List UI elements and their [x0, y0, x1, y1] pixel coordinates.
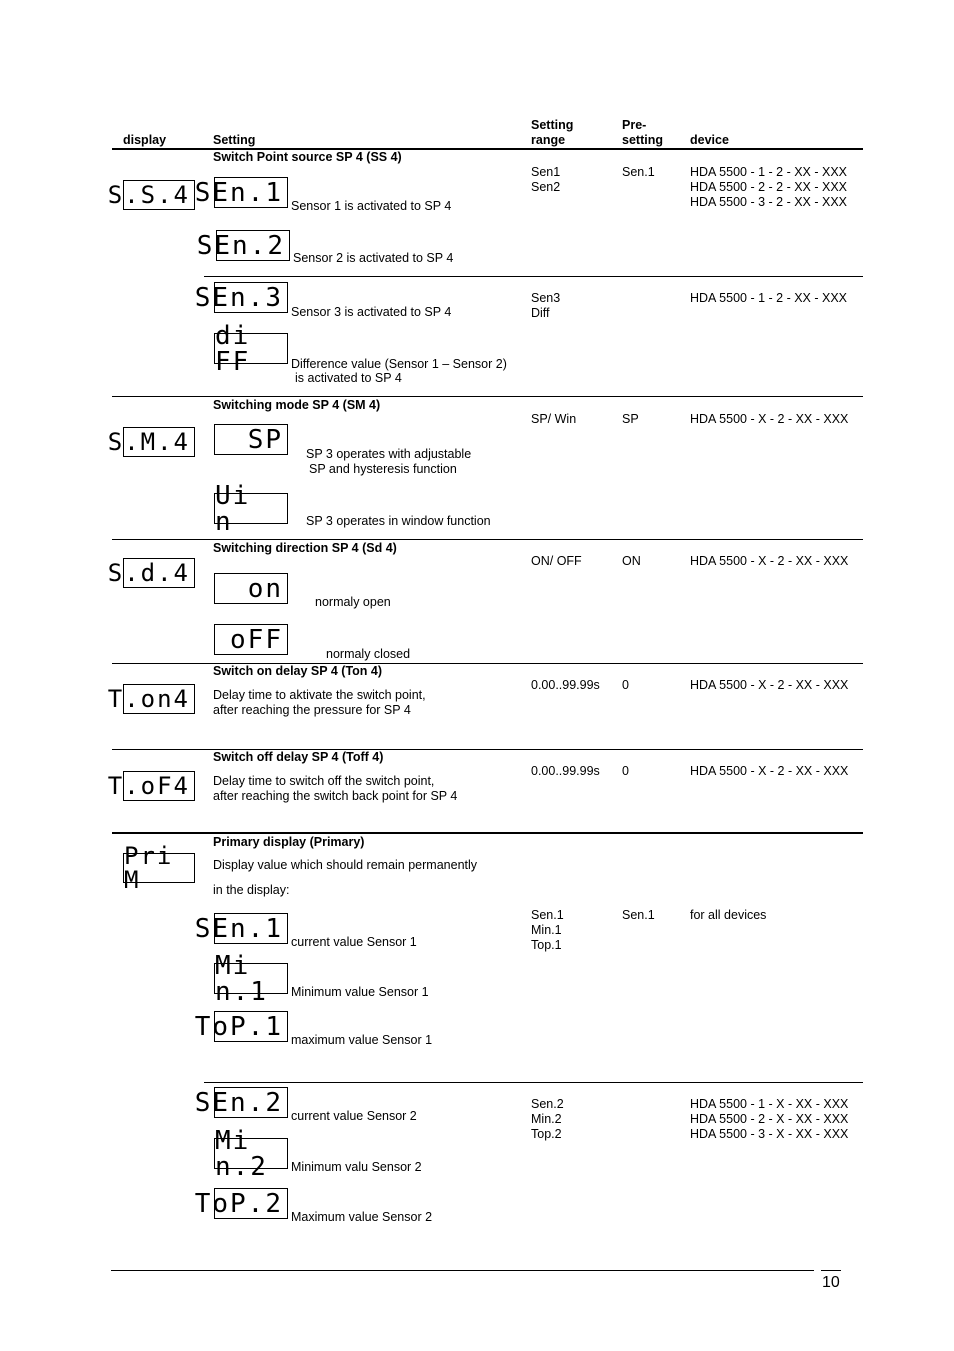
- ton4-display-code: T.on4: [123, 684, 195, 714]
- sm4-opt1-text1: SP 3 operates with adjustable: [306, 447, 472, 461]
- header-display: display: [123, 133, 167, 147]
- device-item: HDA 5500 - 1 - 2 - XX - XXX: [690, 165, 848, 179]
- primary-opt1-code: SEn.1: [214, 913, 288, 944]
- primary-opt2-text: Minimum value Sensor 1: [291, 985, 429, 999]
- device-item: HDA 5500 - 3 - X - XX - XXX: [690, 1127, 849, 1141]
- toff4-display-code: T.oF4: [123, 771, 195, 801]
- sd4-opt1-text: normaly open: [315, 595, 391, 609]
- sm4-opt1-text2: SP and hysteresis function: [309, 462, 457, 476]
- sd4-opt1-code: on: [214, 573, 288, 604]
- primary-range1-item: Top.1: [531, 938, 562, 952]
- section-rule: [112, 832, 863, 834]
- sd4-display-code: S.d.4: [123, 558, 195, 588]
- primary-opt4-text: current value Sensor 2: [291, 1109, 417, 1123]
- ton4-device: HDA 5500 - X - 2 - XX - XXX: [690, 678, 849, 692]
- ss4-subrule: [204, 276, 863, 277]
- sm4-preset: SP: [622, 412, 639, 426]
- footer-page-rule: [821, 1270, 841, 1271]
- header-range: Setting range: [531, 118, 574, 147]
- sm4-title: Switching mode SP 4 (SM 4): [213, 398, 381, 412]
- section-rule: [112, 396, 863, 397]
- ss4-opt4-text1: Difference value (Sensor 1 – Sensor 2): [291, 357, 507, 371]
- primary-range2: [531, 1097, 564, 1142]
- primary-opt3-code: ToP.1: [214, 1011, 288, 1042]
- primary-subrule: [204, 1082, 863, 1083]
- primary-opt5-code: Mi n.2: [214, 1138, 288, 1169]
- primary-device1: for all devices: [690, 908, 767, 922]
- primary-title: Primary display (Primary): [213, 835, 365, 849]
- sd4-preset: ON: [622, 554, 641, 568]
- ss4-opt4-code: di FF: [214, 333, 288, 364]
- ss4-range1: [531, 165, 560, 195]
- sd4-title: Switching direction SP 4 (Sd 4): [213, 541, 397, 555]
- device-item: HDA 5500 - 3 - 2 - XX - XXX: [690, 195, 848, 209]
- ss4-opt2-text: Sensor 2 is activated to SP 4: [293, 251, 454, 265]
- device-item: HDA 5500 - 2 - X - XX - XXX: [690, 1112, 849, 1126]
- sd4-opt2-text: normaly closed: [326, 647, 411, 661]
- header-device: device: [690, 133, 729, 147]
- primary-preset: Sen.1: [622, 908, 655, 922]
- primary-range2-item: Top.2: [531, 1127, 562, 1141]
- footer-rule: [111, 1270, 814, 1271]
- primary-devices2: [690, 1097, 848, 1142]
- sm4-display-code: S.M.4: [123, 427, 195, 457]
- ss4-opt4-text2: is activated to SP 4: [295, 371, 402, 385]
- ton4-range: 0.00..99.99s: [531, 678, 600, 692]
- sm4-range: SP/ Win: [531, 412, 577, 426]
- toff4-range: 0.00..99.99s: [531, 764, 600, 778]
- primary-opt1-text: current value Sensor 1: [291, 935, 417, 949]
- sm4-opt1-code: SP: [214, 424, 288, 455]
- ss4-devices2: HDA 5500 - 1 - 2 - XX - XXX: [690, 291, 848, 305]
- ton4-preset: 0: [622, 678, 629, 692]
- ss4-devices1: [690, 165, 847, 210]
- primary-text1: Display value which should remain permanently: [213, 858, 478, 872]
- primary-range1-item: Sen.1: [531, 908, 564, 922]
- primary-opt6-text: Maximum value Sensor 2: [291, 1210, 433, 1224]
- header-preset: Pre- setting: [622, 118, 663, 147]
- ss4-opt1-text: Sensor 1 is activated to SP 4: [291, 199, 452, 213]
- primary-range1-item: Min.1: [531, 923, 562, 937]
- sm4-device: HDA 5500 - X - 2 - XX - XXX: [690, 412, 849, 426]
- sd4-opt2-code: oFF: [214, 624, 288, 655]
- sm4-opt2-text: SP 3 operates in window function: [306, 514, 491, 528]
- ss4-title: Switch Point source SP 4 (SS 4): [213, 150, 402, 164]
- toff4-text1: Delay time to switch off the switch point,: [213, 774, 435, 788]
- sd4-range: ON/ OFF: [531, 554, 582, 568]
- primary-range2-item: Min.2: [531, 1112, 562, 1126]
- ton4-text1: Delay time to aktivate the switch point,: [213, 688, 426, 702]
- ss4-opt3-text: Sensor 3 is activated to SP 4: [291, 305, 452, 319]
- ss4-opt2-code: SEn.2: [216, 230, 290, 261]
- primary-text2: in the display:: [213, 883, 290, 897]
- device-item: HDA 5500 - 2 - 2 - XX - XXX: [690, 180, 848, 194]
- ss4-display-code: S.S.4: [123, 180, 195, 210]
- sd4-device: HDA 5500 - X - 2 - XX - XXX: [690, 554, 849, 568]
- ton4-title: Switch on delay SP 4 (Ton 4): [213, 664, 383, 678]
- ss4-range1-item: Sen1: [531, 165, 561, 179]
- ss4-preset: Sen.1: [622, 165, 655, 179]
- ss4-range2-item: Diff: [531, 306, 550, 320]
- ton4-text2: after reaching the pressure for SP 4: [213, 703, 411, 717]
- primary-opt3-text: maximum value Sensor 1: [291, 1033, 433, 1047]
- toff4-title: Switch off delay SP 4 (Toff 4): [213, 750, 384, 764]
- primary-opt5-text: Minimum valu Sensor 2: [291, 1160, 422, 1174]
- section-rule: [112, 539, 863, 540]
- toff4-text2: after reaching the switch back point for SP 4: [213, 789, 458, 803]
- ss4-opt1-code: SEn.1: [214, 177, 288, 208]
- toff4-device: HDA 5500 - X - 2 - XX - XXX: [690, 764, 849, 778]
- ss4-range1-item: Sen2: [531, 180, 561, 194]
- primary-opt6-code: ToP.2: [214, 1188, 288, 1219]
- sm4-opt2-code: Ui n: [214, 493, 288, 524]
- primary-range2-item: Sen.2: [531, 1097, 564, 1111]
- primary-opt2-code: Mi n.1: [214, 963, 288, 994]
- device-item: HDA 5500 - 1 - X - XX - XXX: [690, 1097, 849, 1111]
- toff4-preset: 0: [622, 764, 629, 778]
- ss4-opt3-code: SEn.3: [214, 282, 288, 313]
- primary-range1: [531, 908, 564, 953]
- page-number: 10: [822, 1274, 840, 1291]
- ss4-range2: [531, 291, 560, 321]
- primary-opt4-code: SEn.2: [214, 1087, 288, 1118]
- ss4-range2-item: Sen3: [531, 291, 561, 305]
- header-setting: Setting: [213, 133, 256, 147]
- primary-display-code: Pri M: [123, 853, 195, 883]
